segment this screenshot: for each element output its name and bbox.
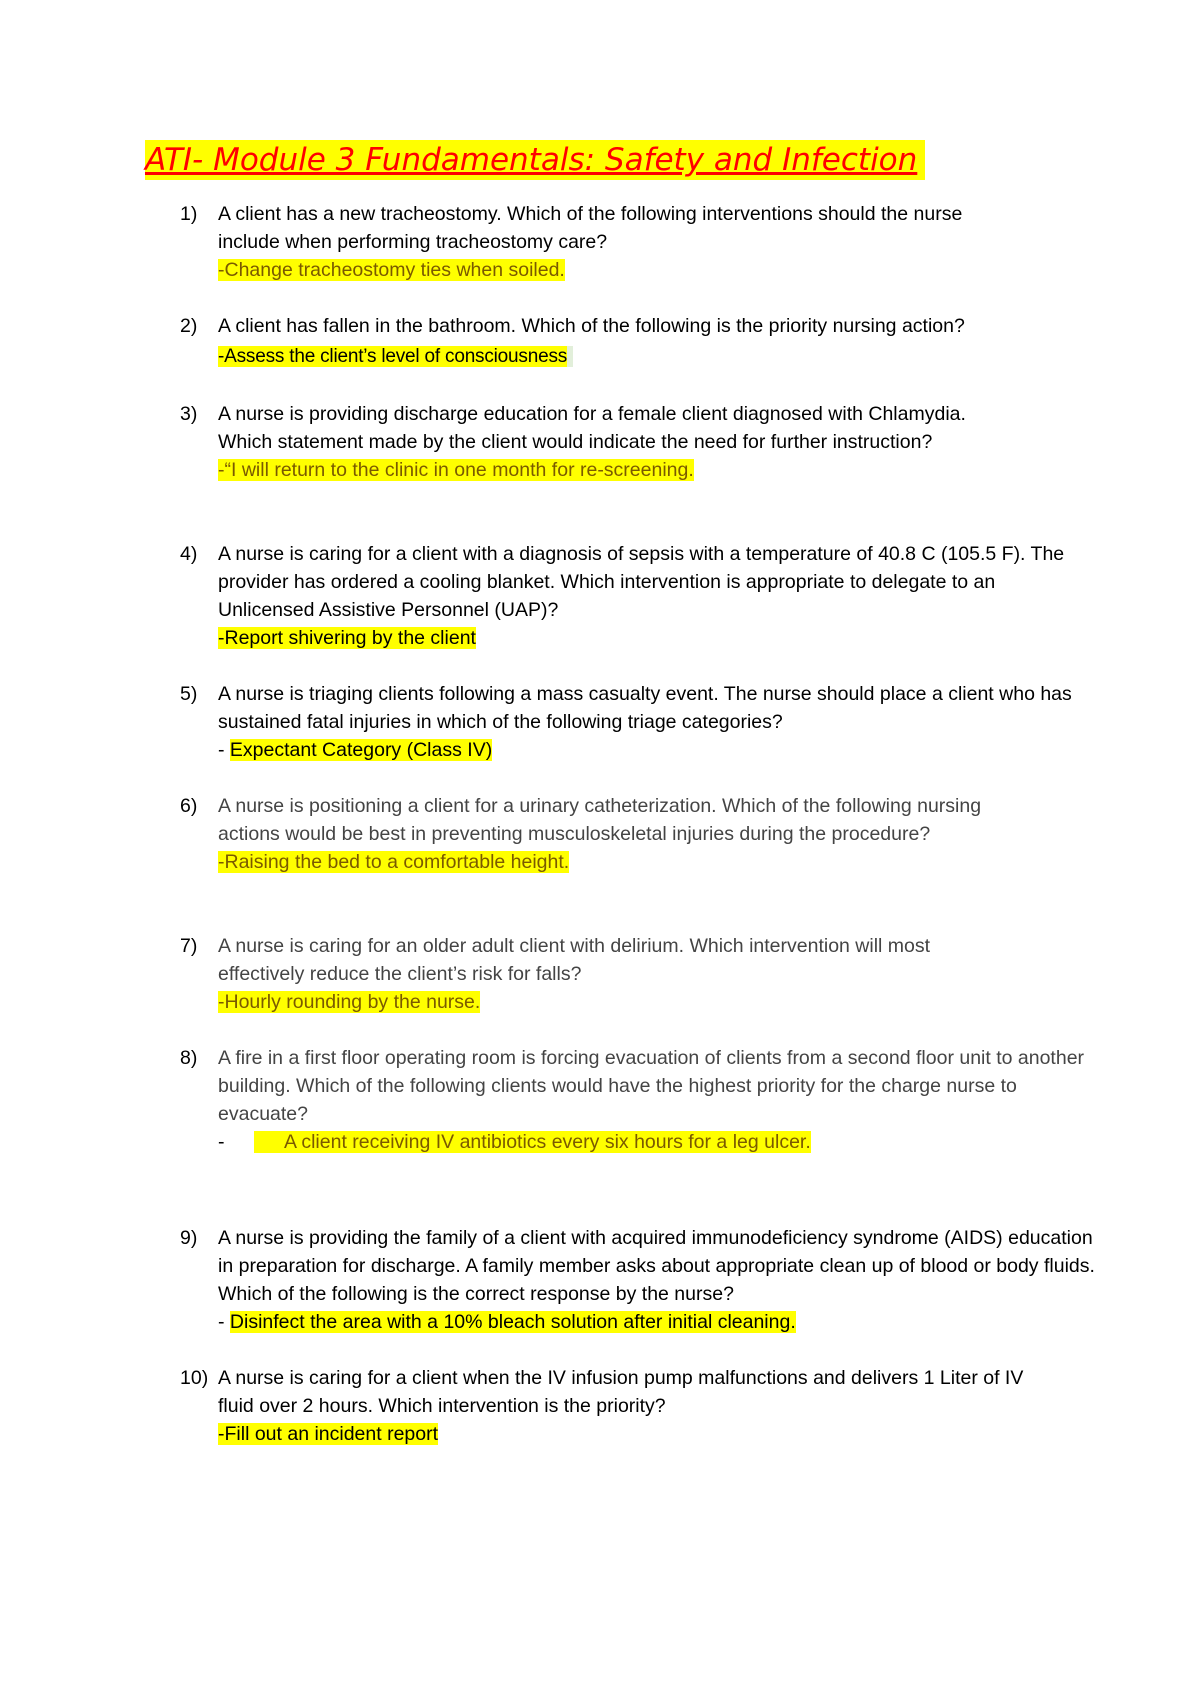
document-title: ATI- Module 3 Fundamentals: Safety and Infection bbox=[145, 140, 925, 180]
question-item bbox=[180, 1044, 1100, 1156]
answer-highlight: A client receiving IV antibiotics every six hours for a leg ulcer. bbox=[254, 1131, 811, 1153]
question-item bbox=[180, 540, 1100, 652]
question-item bbox=[180, 1224, 1100, 1336]
question-text: A nurse is providing the family of a client with acquired immunodeficiency syndrome (AIDS) education in preparation for discharge. A family member asks about appropriate clean up of blood or body fluids. Which of the following is the correct response by the nurse? bbox=[218, 1227, 1095, 1305]
question-text: A nurse is triaging clients following a mass casualty event. The nurse should place a client who has sustained fatal injuries in which of the following triage categories? bbox=[218, 683, 1072, 733]
question-item bbox=[180, 1364, 1100, 1448]
question-item bbox=[180, 932, 1100, 1016]
question-item bbox=[180, 312, 1100, 371]
question-number: 8) bbox=[180, 1047, 198, 1069]
answer-highlight: Expectant Category (Class IV) bbox=[229, 739, 493, 761]
question-number: 6) bbox=[180, 795, 198, 817]
answer-highlight: Disinfect the area with a 10% bleach solution after initial cleaning. bbox=[229, 1311, 796, 1333]
question-item bbox=[180, 200, 1100, 284]
question-number: 1) bbox=[180, 203, 198, 225]
question-item bbox=[180, 400, 1100, 484]
question-number: 4) bbox=[180, 543, 198, 565]
question-number: 2) bbox=[180, 315, 198, 337]
answer-prefix: - bbox=[218, 1131, 225, 1153]
question-text: A client has fallen in the bathroom. Which of the following is the priority nursing action? bbox=[218, 315, 965, 337]
question-number: 9) bbox=[180, 1227, 198, 1249]
answer-highlight: -Assess the client’s level of consciousness bbox=[218, 346, 568, 367]
answer-highlight: -Report shivering by the client bbox=[218, 627, 476, 649]
question-text: A nurse is caring for a client when the IV infusion pump malfunctions and delivers 1 Liter of IV fluid over 2 hours. Which intervention is the priority? bbox=[218, 1367, 1024, 1417]
question-number: 10) bbox=[180, 1367, 209, 1389]
question-text: A nurse is positioning a client for a urinary catheterization. Which of the following nursing actions would be best in preventing musculoskeletal injuries during the procedure? bbox=[218, 795, 982, 845]
answer-highlight: -Fill out an incident report bbox=[218, 1423, 439, 1445]
question-number: 7) bbox=[180, 935, 198, 957]
question-number: 5) bbox=[180, 683, 198, 705]
answer-highlight: -Hourly rounding by the nurse. bbox=[218, 991, 481, 1013]
answer-prefix: - bbox=[218, 739, 230, 761]
question-text: A client has a new tracheostomy. Which of the following interventions should the nurse include when performing tracheostomy care? bbox=[218, 203, 963, 253]
question-item bbox=[180, 680, 1100, 764]
answer-highlight: -Change tracheostomy ties when soiled. bbox=[218, 259, 565, 281]
answer-highlight: -Raising the bed to a comfortable height. bbox=[218, 851, 570, 873]
answer-prefix: - bbox=[218, 1311, 230, 1333]
question-item bbox=[180, 792, 1100, 876]
question-text: A fire in a first floor operating room is forcing evacuation of clients from a second floor unit to another building. Which of the following clients would have the highest priority for the charge nurse to evacuate? bbox=[218, 1047, 1085, 1125]
answer-highlight: -“I will return to the clinic in one month for re-screening. bbox=[218, 459, 694, 481]
question-text: A nurse is providing discharge education for a female client diagnosed with Chlamydia. Which statement made by the client would indicate the need for further instruction? bbox=[218, 403, 966, 453]
question-text: A nurse is caring for an older adult client with delirium. Which intervention will most effectively reduce the client’s risk for falls? bbox=[218, 935, 931, 985]
question-number: 3) bbox=[180, 403, 198, 425]
question-text: A nurse is caring for a client with a diagnosis of sepsis with a temperature of 40.8 C (105.5 F). The provider has ordered a cooling blanket. Which intervention is appropriate to delegate to an Unlicensed Assistive Personnel (UAP)? bbox=[218, 543, 1065, 621]
